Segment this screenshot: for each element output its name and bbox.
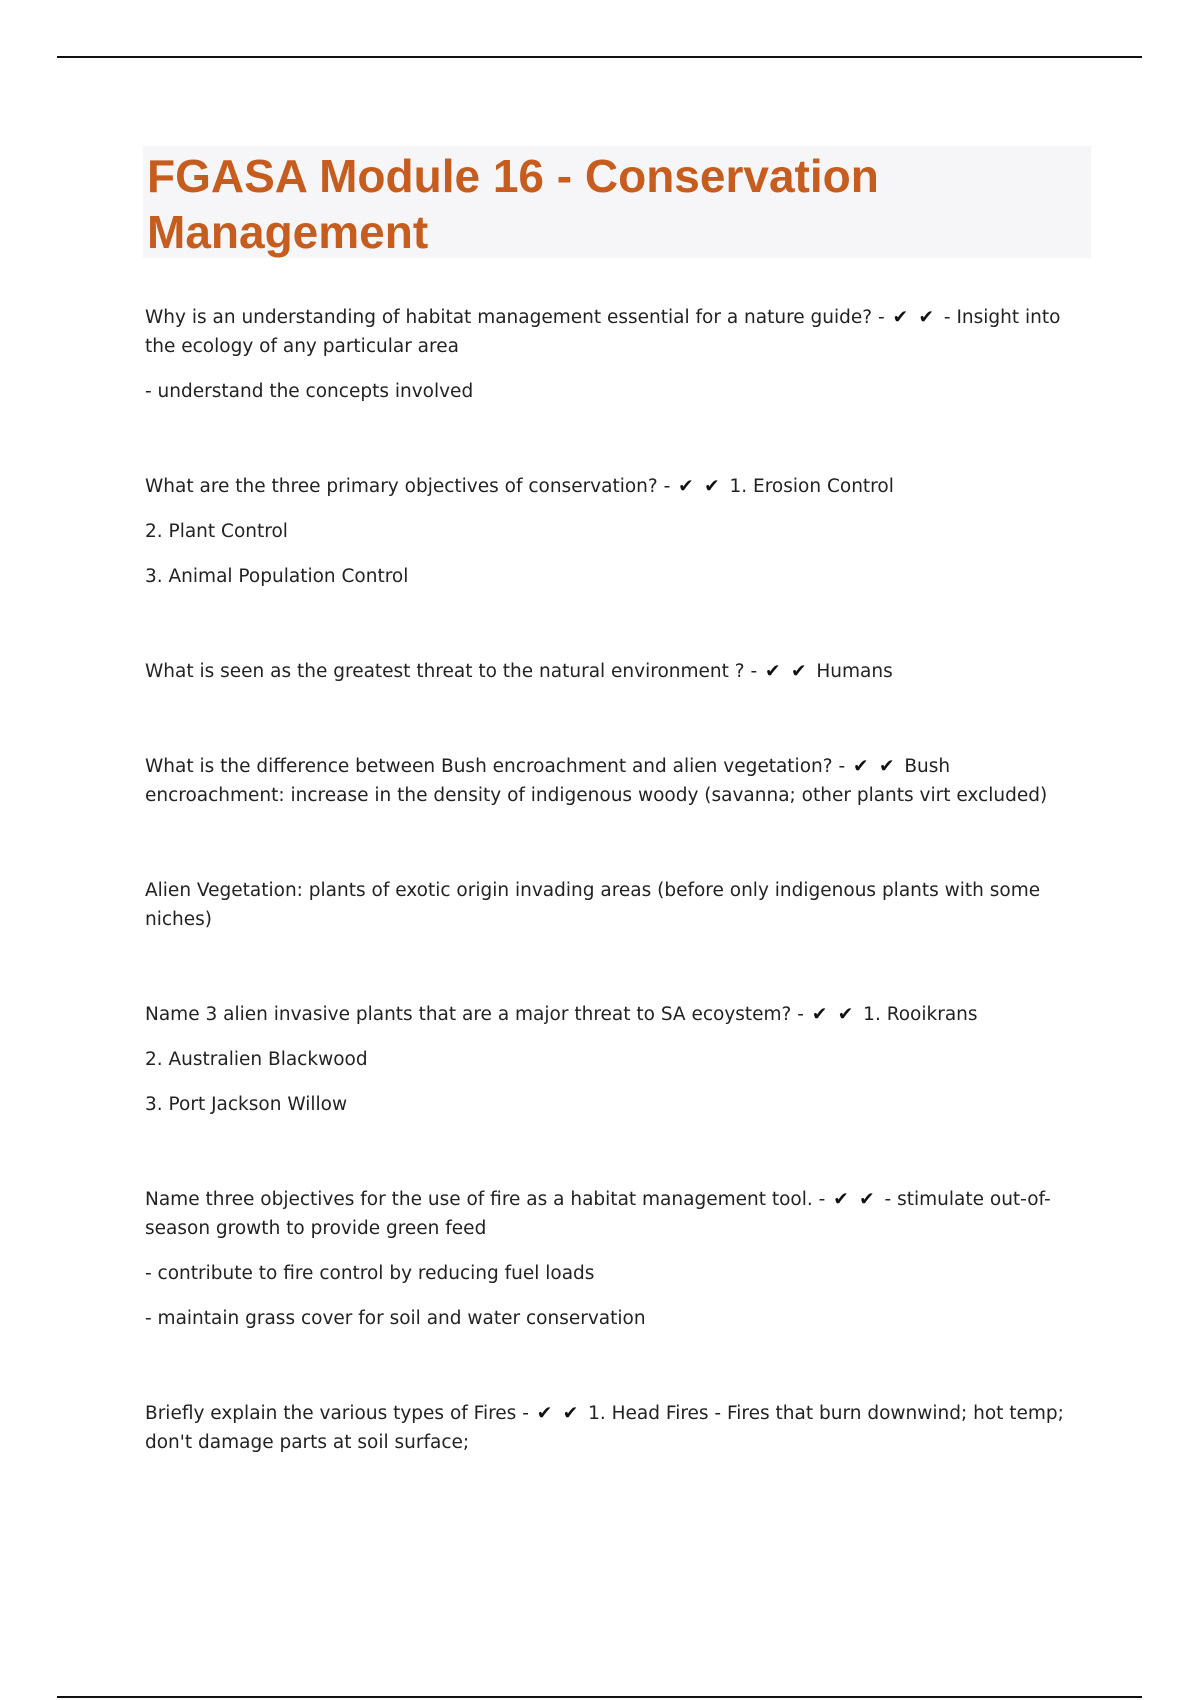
question-text: What are the three primary objectives of conservation? - — [145, 476, 671, 497]
qa-list — [145, 303, 1090, 1523]
title-line-1: FGASA Module 16 - Conservation — [147, 150, 879, 202]
answer-text: 1. Erosion Control — [729, 476, 894, 497]
answer-line: 2. Plant Control — [145, 521, 288, 542]
qa-first-para — [145, 657, 1090, 686]
answer-line: 2. Australien Blackwood — [145, 1049, 368, 1070]
double-check-icon: ✔ ✔ — [833, 1189, 877, 1210]
qa-item-6 — [145, 1185, 1090, 1333]
document-title — [143, 146, 1091, 258]
double-check-icon: ✔ ✔ — [853, 756, 897, 777]
question-text: What is the difference between Bush encroachment and alien vegetation? - — [145, 756, 846, 777]
qa-item-4 — [145, 752, 1090, 810]
double-check-icon: ✔ ✔ — [536, 1403, 581, 1424]
answer-text: 1. Rooikrans — [863, 1004, 978, 1025]
qa-item-3 — [145, 657, 1090, 686]
qa-first-para — [145, 472, 1090, 501]
qa-item-4-continued — [145, 876, 1090, 934]
qa-first-para — [145, 1000, 1090, 1029]
question-text: Briefly explain the various types of Fires - — [145, 1403, 529, 1424]
question-text: What is seen as the greatest threat to the natural environment ? - — [145, 661, 758, 682]
qa-item-2 — [145, 472, 1090, 591]
bottom-rule — [57, 1696, 1142, 1698]
qa-item-5 — [145, 1000, 1090, 1119]
answer-text: - Insight into the ecology of any particular area — [145, 307, 1061, 357]
double-check-icon: ✔ ✔ — [811, 1004, 856, 1025]
answer-text: Bush encroachment: increase in the density of indigenous woody (savanna; other plants virt excluded) — [145, 756, 1048, 806]
answer-line: - maintain grass cover for soil and water conservation — [145, 1308, 646, 1329]
question-text: Why is an understanding of habitat management essential for a nature guide? - — [145, 307, 885, 328]
double-check-icon: ✔ ✔ — [678, 476, 722, 497]
answer-text: Humans — [816, 661, 893, 682]
answer-text: - stimulate out-of-season growth to provide green feed — [145, 1189, 1051, 1239]
qa-item-1 — [145, 303, 1090, 406]
answer-line: - contribute to fire control by reducing fuel loads — [145, 1263, 595, 1284]
answer-line: 3. Animal Population Control — [145, 566, 409, 587]
double-check-icon: ✔ ✔ — [892, 307, 937, 328]
qa-first-para — [145, 303, 1090, 361]
question-text: Name 3 alien invasive plants that are a major threat to SA ecoystem? - — [145, 1004, 804, 1025]
qa-item-7 — [145, 1399, 1090, 1457]
question-text: Name three objectives for the use of fire as a habitat management tool. - — [145, 1189, 826, 1210]
double-check-icon: ✔ ✔ — [765, 661, 809, 682]
qa-first-para — [145, 752, 1090, 810]
answer-line: Alien Vegetation: plants of exotic origin invading areas (before only indigenous plants with some niches) — [145, 880, 1041, 930]
top-rule — [57, 56, 1142, 58]
qa-first-para — [145, 1185, 1090, 1243]
answer-line: - understand the concepts involved — [145, 381, 474, 402]
qa-first-para — [145, 1399, 1090, 1457]
title-line-2: Management — [147, 206, 429, 258]
answer-text: 1. Head Fires - Fires that burn downwind; hot temp; don't damage parts at soil surface; — [145, 1403, 1064, 1453]
answer-line: 3. Port Jackson Willow — [145, 1094, 348, 1115]
